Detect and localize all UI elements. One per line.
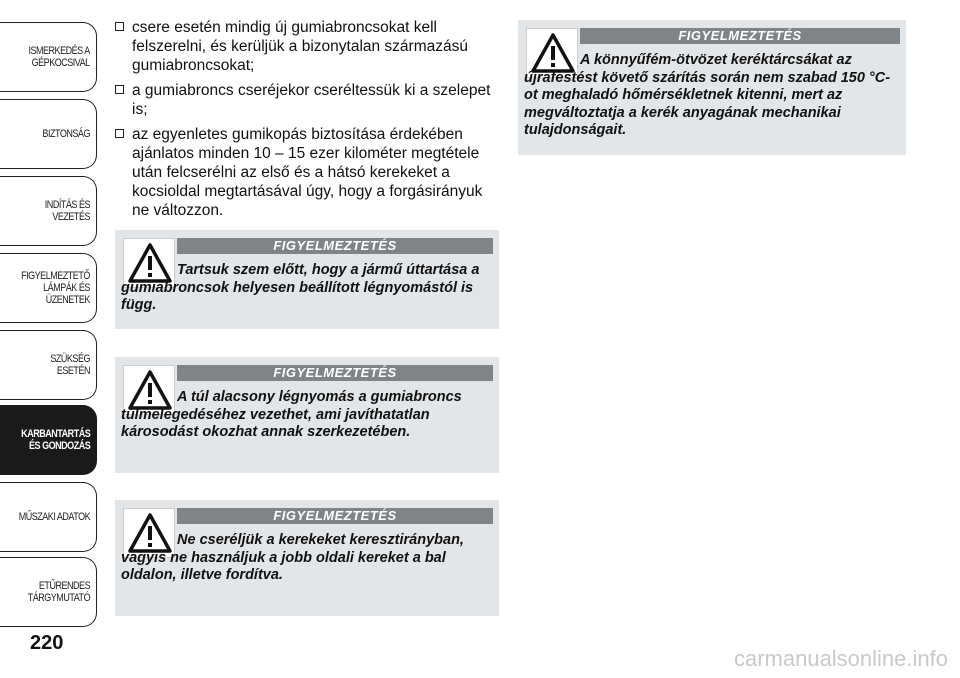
warning-box [115,500,499,616]
warning-title: FIGYELMEZTETÉS [580,28,900,44]
warning-title: FIGYELMEZTETÉS [177,508,493,524]
tab-label: SZÜKSÉG ESETÉN [50,353,90,377]
tab-label: KARBANTARTÁS ÉS GONDOZÁS [20,428,90,452]
tab-figyelmezteto[interactable] [0,253,97,323]
tab-label: INDÍTÁS ÉS VEZETÉS [44,199,90,223]
watermark: carmanualsonline.info [733,646,948,671]
checkbox-bullet-icon [115,129,124,138]
bullet-list [115,18,500,226]
checkbox-bullet-icon [115,85,124,94]
tab-label: MŰSZAKI ADATOK [18,511,90,523]
tab-inditas[interactable] [0,176,97,246]
tab-label: BIZTONSÁG [42,128,90,140]
warning-box [115,230,499,329]
warning-text: Tartsuk szem előtt, hogy a jármű úttartása a gumiabroncsok helyesen beállított légnyomástól is függ. [121,262,480,313]
warning-text: A könnyűfém-ötvözet keréktárcsákat az újrafestést követő szárítás során nem szabad 150 °C-ot meghaladó hőmérsékletnek kitenni, mert az megváltoztatja a kerék anyagának mechanikai tulajdonságait. [524,52,891,138]
warning-text: Ne cseréljük a kerekeket keresztirányban, vagyis ne használjuk a jobb oldali kereket a bal oldalon, illetve fordítva. [121,532,464,583]
page-number: 220 [30,632,64,654]
warning-title: FIGYELMEZTETÉS [177,238,493,254]
tab-szukseg[interactable] [0,330,97,400]
list-item: csere esetén mindig új gumiabroncsokat kell felszerelni, és kerüljük a bizonytalan származású gumiabroncsokat; [115,18,500,75]
chapter-sidebar [0,0,102,640]
tab-ismerkedes[interactable] [0,22,97,92]
warning-text: A túl alacsony légnyomás a gumiabroncs túlmelegedéséhez vezethet, ami javíthatatlan károsodást okozhat annak szerkezetében. [121,389,462,440]
tab-biztonsag[interactable] [0,99,97,169]
tab-label: ISMERKEDÉS A GÉPKOCSIVAL [28,45,90,69]
tab-label: ETŰRENDES TÁRGYMUTATÓ [27,580,90,604]
warning-box [518,20,906,155]
tab-karbantartas[interactable] [0,405,97,475]
list-item: az egyenletes gumikopás biztosítása érdekében ajánlatos minden 10 – 15 ezer kilométer megtétele után felcserélni az első és a hátsó kerekeket a kocsioldal megtartásával úgy, hogy a forgásirányuk ne változzon. [115,125,500,220]
warning-title: FIGYELMEZTETÉS [177,365,493,381]
warning-box [115,357,499,473]
list-item: a gumiabroncs cseréjekor cseréltessük ki a szelepet is; [115,81,500,119]
tab-muszaki[interactable] [0,482,97,552]
tab-targymutato[interactable] [0,557,97,627]
tab-label: FIGYELMEZTETŐ LÁMPÁK ÉS ÜZENETEK [21,270,90,306]
checkbox-bullet-icon [115,22,124,31]
